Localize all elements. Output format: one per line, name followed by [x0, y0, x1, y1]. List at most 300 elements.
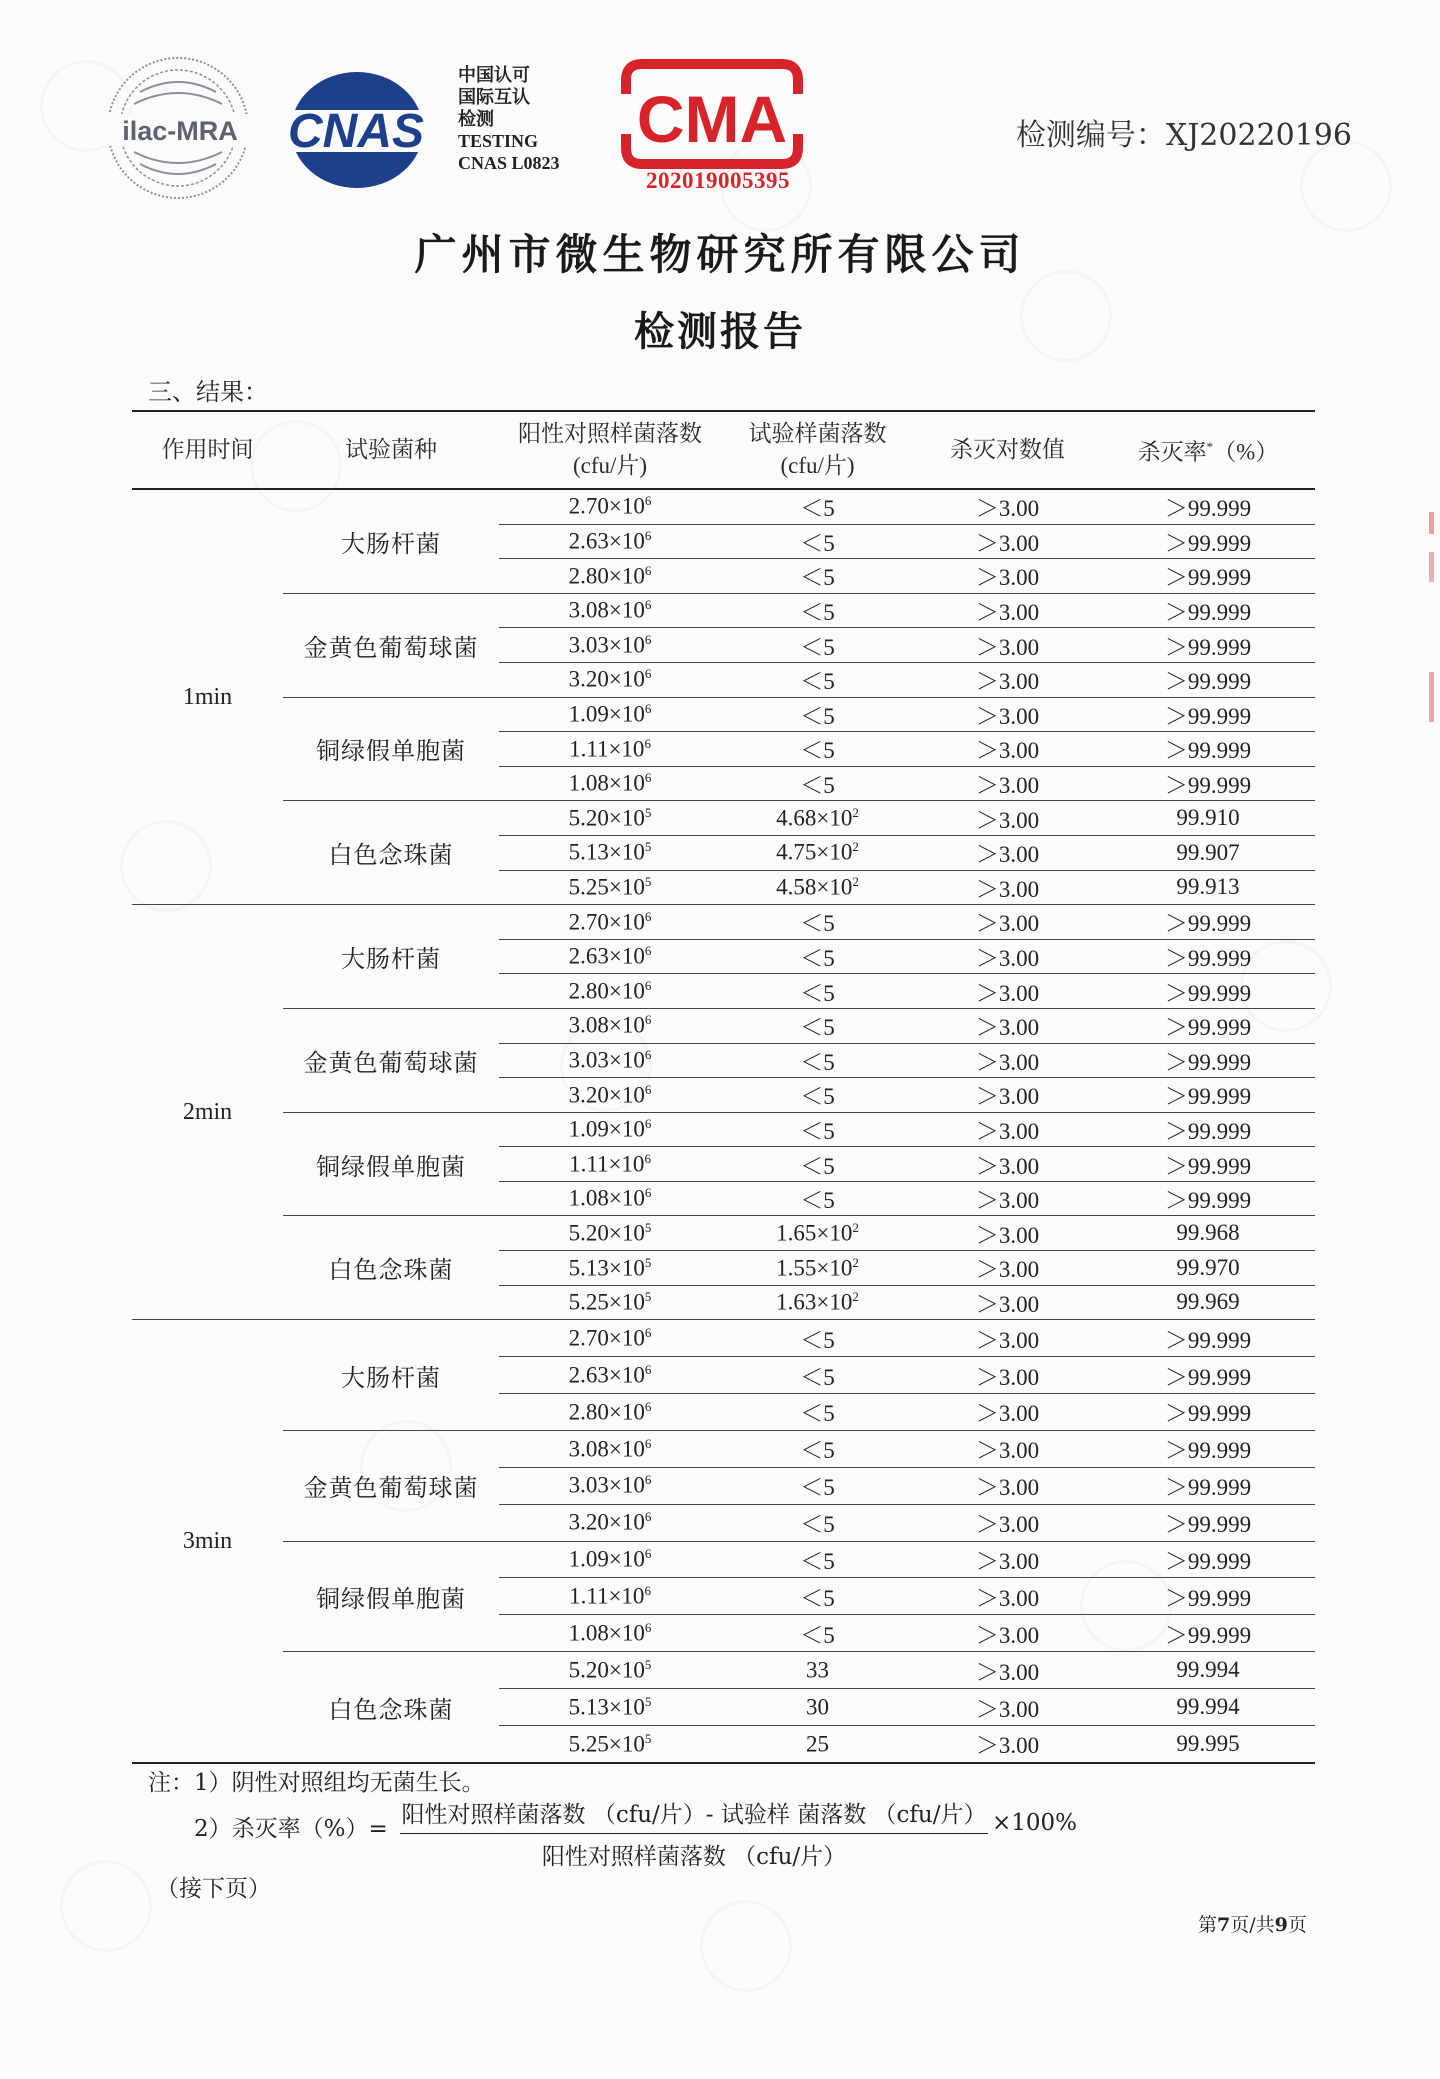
cell-control-count-exponent: 5 [644, 839, 652, 855]
cell-control-count [499, 1615, 721, 1652]
cell-control-count [499, 905, 721, 940]
cell-species: 大肠杆菌 [283, 489, 499, 593]
table-row [132, 1652, 1315, 1689]
cell-control-count [499, 766, 721, 801]
cell-test-count [721, 1320, 914, 1357]
company-name: 广州市微生物研究所有限公司 [414, 230, 1026, 279]
cell-test-count-value: 4.58×10 [776, 874, 853, 900]
cell-test-count [721, 732, 914, 767]
table-row [132, 1008, 1315, 1043]
cell-control-count-exponent: 5 [644, 1254, 652, 1270]
cell-log-reduction: ＞3.00 [914, 1430, 1101, 1467]
cell-test-count [721, 870, 914, 905]
cell-control-count [499, 593, 721, 628]
cell-test-count [721, 697, 914, 732]
cell-kill-rate: 99.913 [1101, 870, 1315, 905]
cell-log-reduction: ＞3.00 [914, 974, 1101, 1009]
cell-kill-rate: ＞99.999 [1101, 939, 1315, 974]
cell-test-count-value: ＜5 [800, 1585, 835, 1611]
cell-log-reduction: ＞3.00 [914, 628, 1101, 663]
document-title: 检测报告 [634, 308, 806, 355]
cell-control-count [499, 1689, 721, 1726]
cell-control-count-exponent: 6 [644, 1583, 651, 1599]
cell-species: 大肠杆菌 [283, 1320, 499, 1431]
cell-kill-rate: ＞99.999 [1101, 524, 1315, 559]
cell-test-count [721, 489, 914, 524]
cell-species: 金黄色葡萄球菌 [283, 593, 499, 697]
cell-test-count-value: ＜5 [800, 946, 835, 972]
table-row [132, 593, 1315, 628]
cell-test-count [721, 905, 914, 940]
cell-test-count [721, 766, 914, 801]
cell-log-reduction: ＞3.00 [914, 732, 1101, 767]
col-header-rate-unit: （%） [1213, 439, 1279, 465]
cell-log-reduction: ＞3.00 [914, 1008, 1101, 1043]
cell-test-count [721, 1726, 914, 1763]
cell-control-count-value: 1.08×10 [568, 1186, 645, 1211]
cell-log-reduction: ＞3.00 [914, 1285, 1101, 1320]
cell-test-count-value: ＜5 [800, 1049, 835, 1075]
cell-control-count-exponent: 6 [644, 735, 651, 751]
cell-test-count [721, 974, 914, 1009]
cell-control-count-value: 1.08×10 [568, 770, 645, 796]
cell-control-count [499, 1320, 721, 1357]
cell-kill-rate: ＞99.999 [1101, 1504, 1315, 1541]
cell-test-count-value: ＜5 [800, 1188, 835, 1214]
formula-fraction [400, 1796, 988, 1871]
cell-test-count [721, 1285, 914, 1320]
cell-control-count-exponent: 6 [644, 1046, 652, 1062]
cell-control-count-exponent: 5 [644, 874, 652, 889]
cell-test-count [721, 1357, 914, 1394]
cell-time: 1min [132, 489, 283, 905]
col-header-control [499, 411, 721, 489]
cell-control-count-value: 2.63×10 [568, 528, 645, 554]
cnas-text-line: TESTING [458, 131, 539, 151]
table-row [132, 1112, 1315, 1147]
cell-control-count-value: 5.13×10 [568, 1255, 645, 1281]
cell-control-count-exponent: 5 [644, 1730, 652, 1746]
cell-control-count-value: 3.08×10 [568, 1013, 645, 1039]
cell-log-reduction: ＞3.00 [914, 1181, 1101, 1216]
cell-test-count [721, 1112, 914, 1147]
cell-test-count-value: ＜5 [800, 496, 835, 522]
cell-test-count-value: ＜5 [800, 980, 835, 1006]
table-row [132, 1430, 1315, 1467]
cell-test-count-value: ＜5 [800, 600, 835, 626]
cell-control-count-value: 2.80×10 [568, 1399, 645, 1425]
table-row [132, 1541, 1315, 1578]
cell-test-count [721, 1467, 914, 1504]
cell-kill-rate: ＞99.999 [1101, 1078, 1315, 1113]
cell-test-count-value: ＜5 [800, 1401, 835, 1427]
cell-control-count [499, 1112, 721, 1147]
cell-control-count-value: 5.25×10 [568, 1731, 645, 1757]
cell-log-reduction: ＞3.00 [914, 1078, 1101, 1113]
cell-test-count-value: 4.68×10 [776, 805, 853, 831]
cell-log-reduction: ＞3.00 [914, 939, 1101, 974]
cell-control-count [499, 524, 721, 559]
cell-test-count [721, 1043, 914, 1078]
cell-test-count-value: ＜5 [800, 1015, 835, 1041]
cell-control-count-exponent: 5 [644, 1289, 652, 1305]
cnas-text-line: CNAS L0823 [458, 153, 560, 173]
cell-test-count-value: ＜5 [800, 1084, 835, 1110]
cell-test-count-exponent: 2 [852, 839, 859, 855]
cell-control-count [499, 1541, 721, 1578]
cell-test-count-value: ＜5 [800, 911, 835, 937]
cell-control-count-exponent: 6 [644, 1081, 652, 1097]
report-number-value: XJ20220196 [1165, 118, 1352, 153]
cell-test-count-value: 1.55×10 [776, 1255, 853, 1281]
cell-control-count [499, 1251, 721, 1286]
cell-test-count-value: ＜5 [800, 1549, 835, 1575]
cell-log-reduction: ＞3.00 [914, 1578, 1101, 1615]
cell-test-count [721, 1430, 914, 1467]
cell-control-count [499, 662, 721, 697]
cell-control-count [499, 1504, 721, 1541]
cell-log-reduction: ＞3.00 [914, 1652, 1101, 1689]
cnas-text-line: 中国认可 [458, 65, 530, 85]
cnas-text-line: 国际互认 [458, 87, 530, 107]
cell-control-count-exponent: 6 [644, 1361, 652, 1377]
page-number [1198, 1910, 1307, 1937]
cell-control-count-value: 3.03×10 [568, 632, 645, 658]
cell-control-count [499, 732, 721, 767]
cell-control-count-exponent: 6 [644, 493, 652, 509]
cell-control-count [499, 1008, 721, 1043]
cell-test-count-value: 30 [806, 1694, 829, 1720]
cell-log-reduction: ＞3.00 [914, 1504, 1101, 1541]
cell-control-count-exponent: 6 [644, 597, 652, 613]
cell-control-count [499, 1357, 721, 1394]
cell-log-reduction: ＞3.00 [914, 559, 1101, 594]
cell-test-count-value: ＜5 [800, 634, 835, 660]
cell-kill-rate: ＞99.999 [1101, 662, 1315, 697]
cell-control-count-exponent: 6 [644, 1472, 652, 1488]
cell-control-count [499, 1147, 721, 1182]
cell-control-count [499, 628, 721, 663]
cell-control-count-value: 3.08×10 [568, 597, 645, 623]
cell-control-count-value: 5.25×10 [568, 874, 645, 900]
cell-control-count-exponent: 6 [644, 1116, 652, 1132]
cell-test-count-value: ＜5 [800, 1512, 835, 1538]
cell-kill-rate: ＞99.999 [1101, 697, 1315, 732]
cell-control-count [499, 1467, 721, 1504]
cell-test-count [721, 1689, 914, 1726]
cell-control-count-value: 3.20×10 [568, 1509, 645, 1535]
cell-test-count-value: 1.63×10 [776, 1289, 853, 1315]
cell-kill-rate: ＞99.999 [1101, 974, 1315, 1009]
cell-control-count-exponent: 6 [644, 977, 652, 993]
ilac-mra-logo [100, 52, 260, 202]
cell-control-count [499, 1181, 721, 1216]
cell-test-count [721, 1504, 914, 1541]
cma-logo-text: CMA [636, 82, 788, 156]
page-number-suffix: 页 [1287, 1914, 1307, 1936]
report-number [1016, 110, 1352, 154]
cell-control-count [499, 489, 721, 524]
cell-control-count-exponent: 5 [644, 804, 652, 820]
cell-log-reduction: ＞3.00 [914, 801, 1101, 836]
cell-test-count-value: ＜5 [800, 1622, 835, 1648]
cell-log-reduction: ＞3.00 [914, 1467, 1101, 1504]
cell-log-reduction: ＞3.00 [914, 1615, 1101, 1652]
cell-time: 3min [132, 1320, 283, 1763]
cell-log-reduction: ＞3.00 [914, 524, 1101, 559]
cell-log-reduction: ＞3.00 [914, 766, 1101, 801]
cell-control-count [499, 835, 721, 870]
cell-control-count-exponent: 6 [644, 1435, 652, 1451]
cell-test-count [721, 801, 914, 836]
cell-test-count-value: ＜5 [800, 1475, 835, 1501]
cell-control-count [499, 1726, 721, 1763]
cell-test-count [721, 1578, 914, 1615]
cell-control-count-exponent: 6 [644, 666, 652, 682]
cell-control-count-exponent: 6 [644, 1398, 652, 1414]
cell-control-count-value: 2.80×10 [568, 978, 645, 1004]
cell-log-reduction: ＞3.00 [914, 835, 1101, 870]
cell-log-reduction: ＞3.00 [914, 870, 1101, 905]
cell-control-count [499, 1285, 721, 1320]
cell-kill-rate: 99.910 [1101, 801, 1315, 836]
cell-species: 铜绿假单胞菌 [283, 1112, 499, 1216]
cell-control-count-exponent: 6 [644, 1150, 651, 1166]
table-row [132, 489, 1315, 524]
cell-control-count-value: 5.20×10 [568, 1657, 645, 1683]
cell-species: 白色念珠菌 [283, 1216, 499, 1320]
col-header-rate-label: 杀灭率 [1137, 439, 1207, 465]
formula-denominator: 阳性对照样菌落数 （cfu/片） [541, 1844, 847, 1870]
cell-log-reduction: ＞3.00 [914, 1216, 1101, 1251]
cma-number: 202019005395 [646, 168, 790, 193]
table-row [132, 801, 1315, 836]
cell-log-reduction: ＞3.00 [914, 593, 1101, 628]
cell-control-count [499, 870, 721, 905]
cell-test-count-value: ＜5 [800, 1438, 835, 1464]
cell-log-reduction: ＞3.00 [914, 489, 1101, 524]
cell-test-count-exponent: 2 [852, 804, 859, 820]
table-row [132, 697, 1315, 732]
cell-log-reduction: ＞3.00 [914, 1394, 1101, 1431]
cell-control-count-value: 5.13×10 [568, 1694, 645, 1720]
table-row [132, 1320, 1315, 1357]
cell-test-count [721, 628, 914, 663]
cell-control-count [499, 1078, 721, 1113]
cell-kill-rate: ＞99.999 [1101, 489, 1315, 524]
cell-kill-rate: ＞99.999 [1101, 1578, 1315, 1615]
cell-control-count-exponent: 6 [644, 1012, 652, 1028]
cell-kill-rate: ＞99.999 [1101, 1181, 1315, 1216]
cell-test-count [721, 1541, 914, 1578]
cell-test-count-exponent: 2 [852, 1289, 859, 1305]
cell-species: 白色念珠菌 [283, 1652, 499, 1763]
cell-kill-rate: ＞99.999 [1101, 1008, 1315, 1043]
col-header-rate-mark: * [1206, 439, 1214, 455]
report-header [92, 46, 1352, 206]
cell-test-count-value: ＜5 [800, 1118, 835, 1144]
cell-test-count-value: 4.75×10 [776, 840, 853, 866]
continued-label: （接下页） [156, 1876, 271, 1902]
table-row [132, 1216, 1315, 1251]
formula-multiplier: ×100% [992, 1810, 1078, 1836]
cell-log-reduction: ＞3.00 [914, 1541, 1101, 1578]
cell-species: 白色念珠菌 [283, 801, 499, 905]
cell-kill-rate: 99.907 [1101, 835, 1315, 870]
cell-log-reduction: ＞3.00 [914, 905, 1101, 940]
cell-test-count-value: 1.65×10 [776, 1220, 853, 1246]
cell-control-count-exponent: 6 [644, 908, 652, 924]
cell-kill-rate: ＞99.999 [1101, 628, 1315, 663]
cell-control-count [499, 939, 721, 974]
cell-log-reduction: ＞3.00 [914, 1357, 1101, 1394]
cell-control-count-exponent: 5 [644, 1693, 652, 1709]
cell-time: 2min [132, 905, 283, 1320]
cell-kill-rate: 99.970 [1101, 1251, 1315, 1286]
col-header-test [721, 411, 914, 489]
cell-test-count-value: ＜5 [800, 773, 835, 799]
cnas-text-line: 检测 [458, 109, 494, 129]
col-header-time: 作用时间 [132, 411, 283, 489]
cell-test-count-value: ＜5 [800, 1364, 835, 1390]
cell-control-count-value: 1.09×10 [568, 1546, 645, 1572]
cnas-accreditation-text [458, 64, 560, 174]
cell-control-count [499, 1216, 721, 1251]
note-2-label: 2）杀灭率（%）= [194, 1816, 388, 1842]
page-number-total: 9 [1274, 1914, 1288, 1936]
cell-control-count-value: 5.25×10 [568, 1289, 645, 1315]
col-header-control-line1: 阳性对照样菌落数 [518, 421, 702, 446]
cell-control-count [499, 697, 721, 732]
cell-control-count-value: 5.20×10 [568, 1220, 645, 1246]
cell-kill-rate: 99.994 [1101, 1689, 1315, 1726]
cell-species: 铜绿假单胞菌 [283, 697, 499, 801]
page-number-prefix: 第 [1198, 1914, 1218, 1936]
cell-control-count-value: 1.11×10 [569, 736, 645, 762]
cell-kill-rate: 99.994 [1101, 1652, 1315, 1689]
cell-control-count-value: 1.09×10 [568, 1116, 645, 1142]
cell-kill-rate: ＞99.999 [1101, 1394, 1315, 1431]
cell-control-count [499, 1430, 721, 1467]
table-header-row [132, 411, 1315, 489]
cell-test-count-value: ＜5 [800, 669, 835, 695]
col-header-species: 试验菌种 [283, 411, 499, 489]
cell-test-count [721, 1008, 914, 1043]
cell-species: 金黄色葡萄球菌 [283, 1430, 499, 1541]
cell-control-count-value: 2.63×10 [568, 943, 645, 969]
cma-logo [612, 54, 812, 172]
cell-control-count-value: 2.70×10 [568, 494, 645, 520]
cell-test-count [721, 1216, 914, 1251]
cell-kill-rate: ＞99.999 [1101, 732, 1315, 767]
cell-test-count-exponent: 2 [852, 1254, 859, 1270]
cell-control-count-exponent: 5 [644, 1219, 652, 1235]
cell-kill-rate: ＞99.999 [1101, 1430, 1315, 1467]
cell-control-count-value: 2.70×10 [568, 1325, 645, 1351]
col-header-test-line2: (cfu/片) [780, 453, 855, 478]
col-header-rate [1101, 411, 1315, 489]
cell-control-count-exponent: 6 [644, 1509, 652, 1525]
cell-kill-rate: ＞99.999 [1101, 1467, 1315, 1504]
cell-log-reduction: ＞3.00 [914, 697, 1101, 732]
table-row [132, 905, 1315, 940]
results-table [132, 410, 1315, 1764]
cell-log-reduction: ＞3.00 [914, 1251, 1101, 1286]
cell-kill-rate: ＞99.999 [1101, 1541, 1315, 1578]
cell-test-count [721, 1181, 914, 1216]
cell-control-count-value: 2.63×10 [568, 1362, 645, 1388]
cell-control-count-value: 2.70×10 [568, 909, 645, 935]
cell-test-count [721, 593, 914, 628]
cell-control-count [499, 559, 721, 594]
cell-control-count [499, 1652, 721, 1689]
cell-control-count [499, 1043, 721, 1078]
cell-test-count-value: 33 [806, 1657, 829, 1683]
report-number-label: 检测编号： [1015, 118, 1166, 153]
note-2-formula [194, 1796, 1094, 1870]
cell-test-count [721, 1251, 914, 1286]
cell-control-count-value: 3.20×10 [568, 1082, 645, 1108]
page-number-current: 7 [1217, 1914, 1231, 1936]
cell-control-count-exponent: 6 [644, 943, 652, 959]
cell-test-count [721, 1615, 914, 1652]
cell-test-count [721, 524, 914, 559]
cell-control-count-value: 3.20×10 [568, 667, 645, 693]
cell-log-reduction: ＞3.00 [914, 662, 1101, 697]
cell-control-count-exponent: 6 [644, 1324, 652, 1340]
cell-test-count [721, 939, 914, 974]
col-header-test-line1: 试验样菌落数 [748, 421, 887, 446]
cell-control-count-exponent: 6 [644, 528, 652, 544]
cell-control-count-exponent: 5 [644, 1656, 652, 1672]
note-1: 注：1）阴性对照组均无菌生长。 [148, 1770, 485, 1796]
cnas-logo-text: CNAS [287, 105, 425, 158]
cell-control-count-exponent: 6 [644, 1619, 652, 1635]
cell-species: 金黄色葡萄球菌 [283, 1008, 499, 1112]
cell-test-count [721, 1078, 914, 1113]
cell-control-count-exponent: 6 [644, 770, 652, 786]
cell-test-count-exponent: 2 [852, 1219, 859, 1235]
page-edge-marks [1428, 512, 1436, 772]
cell-test-count [721, 1394, 914, 1431]
cell-control-count-exponent: 6 [644, 1546, 652, 1562]
cell-kill-rate: ＞99.999 [1101, 593, 1315, 628]
cell-kill-rate: ＞99.999 [1101, 766, 1315, 801]
cell-kill-rate: ＞99.999 [1101, 1147, 1315, 1182]
cell-control-count [499, 974, 721, 1009]
cell-log-reduction: ＞3.00 [914, 1320, 1101, 1357]
cell-control-count-value: 3.03×10 [568, 1473, 645, 1499]
cell-kill-rate: ＞99.999 [1101, 1320, 1315, 1357]
cell-control-count-value: 3.08×10 [568, 1436, 645, 1462]
section-title: 三、结果： [148, 378, 268, 406]
cell-log-reduction: ＞3.00 [914, 1043, 1101, 1078]
cell-kill-rate: 99.969 [1101, 1285, 1315, 1320]
cell-test-count [721, 1652, 914, 1689]
cell-control-count-value: 5.20×10 [568, 805, 645, 831]
cell-test-count-value: 25 [806, 1731, 829, 1757]
cell-control-count-exponent: 6 [644, 562, 652, 578]
cell-control-count-exponent: 6 [644, 1185, 652, 1201]
cell-log-reduction: ＞3.00 [914, 1147, 1101, 1182]
page-number-middle: 页/共 [1230, 1914, 1275, 1936]
cell-control-count [499, 1578, 721, 1615]
cell-control-count-value: 1.11×10 [569, 1151, 645, 1177]
cell-kill-rate: 99.968 [1101, 1216, 1315, 1251]
cell-kill-rate: ＞99.999 [1101, 905, 1315, 940]
cell-kill-rate: ＞99.999 [1101, 1112, 1315, 1147]
cell-kill-rate: ＞99.999 [1101, 559, 1315, 594]
